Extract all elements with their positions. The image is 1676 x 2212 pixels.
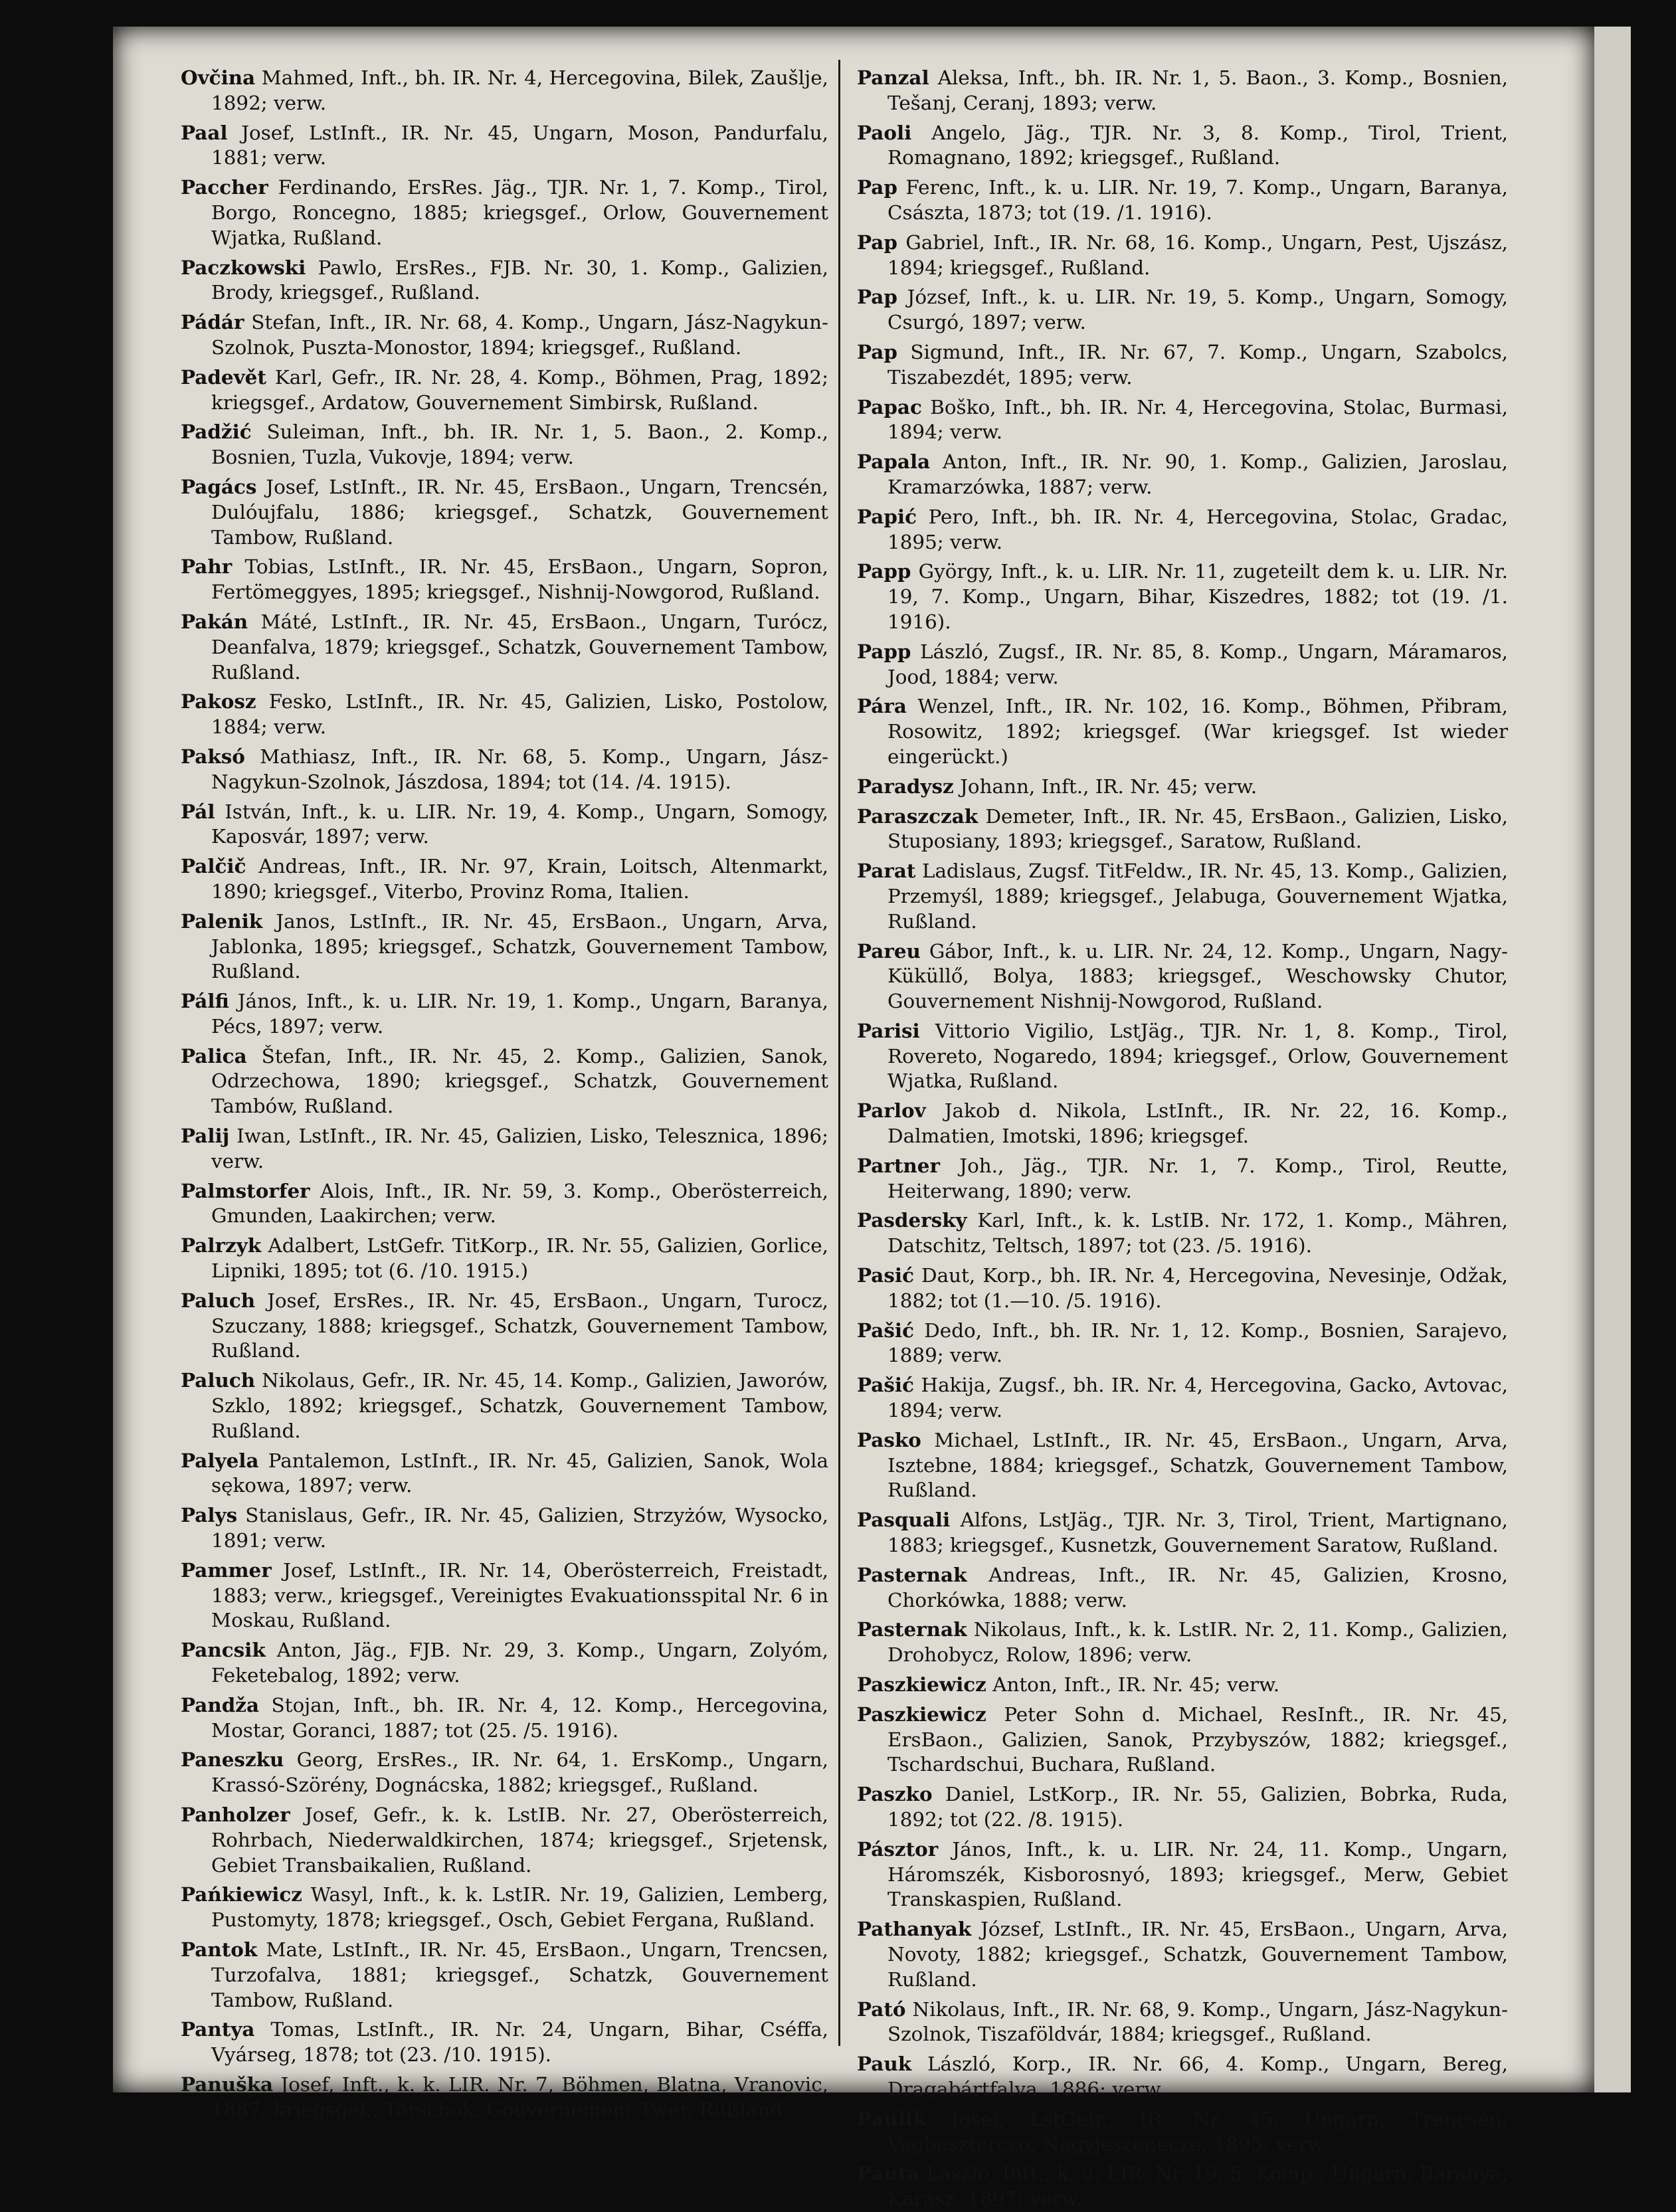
casualty-entry	[857, 395, 1508, 446]
entry-surname: Palrzyk	[181, 1234, 262, 1257]
entry-details: Stefan, Inft., IR. Nr. 68, 4. Komp., Ungarn, Jász-Nagykun-Szolnok, Puszta-Monostor, 1894; kriegsgef., Rußland.	[211, 311, 828, 359]
casualty-entry	[857, 1153, 1508, 1204]
entry-details: Ladislaus, Zugsf. TitFeldw., IR. Nr. 45, 13. Komp., Galizien, Przemyśl, 1889; kriegsgef., Jelabuga, Gouvernement Wjatka, Rußland.	[887, 860, 1508, 933]
casualty-entry	[181, 1448, 828, 1499]
entry-details: Anton, Jäg., FJB. Nr. 29, 3. Komp., Ungarn, Zolyóm, Feketebalog, 1892; verw.	[211, 1639, 828, 1687]
entry-surname: Panuška	[181, 2072, 274, 2096]
casualty-entry	[181, 1882, 828, 1933]
entry-surname: Paszkiewicz	[857, 1702, 986, 1726]
entry-details: Peter Sohn d. Michael, ResInft., IR. Nr. 45, ErsBaon., Galizien, Sanok, Przybyszów, 1882; kriegsgef., Tschardschui, Buchara, Rußland.	[887, 1703, 1509, 1776]
entry-details: Sigmund, Inft., IR. Nr. 67, 7. Komp., Ungarn, Szabolcs, Tiszabezdét, 1895; verw.	[887, 340, 1509, 389]
entry-surname: Palyela	[181, 1448, 259, 1472]
entry-details: Demeter, Inft., IR. Nr. 45, ErsBaon., Galizien, Lisko, Stuposiany, 1893; kriegsgef., Saratow, Rußland.	[887, 804, 1508, 853]
casualty-entry	[181, 1288, 828, 1364]
entry-details: Tobias, LstInft., IR. Nr. 45, ErsBaon., Ungarn, Sopron, Fertömeggyes, 1895; kriegsgef., Nishnij-Nowgorod, Rußland.	[211, 555, 828, 604]
entry-details: István, Inft., k. u. LIR. Nr. 19, 4. Komp., Ungarn, Somogy, Kaposvár, 1897; verw.	[211, 800, 828, 848]
casualty-entry	[181, 1637, 828, 1689]
entry-details: Štefan, Inft., IR. Nr. 45, 2. Komp., Galizien, Sanok, Odrzechowa, 1890; kriegsgef., Schatzk, Gouvernement Tambów, Rußland.	[211, 1044, 828, 1118]
entry-details: György, Inft., k. u. LIR. Nr. 11, zugeteilt dem k. u. LIR. Nr. 19, 7. Komp., Ungarn, Bihar, Kiszedres, 1882; tot (19. /1. 1916).	[887, 560, 1509, 633]
entry-details: Pero, Inft., bh. IR. Nr. 4, Hercegovina, Stolac, Gradac, 1895; verw.	[887, 505, 1508, 553]
casualty-entry	[857, 1916, 1508, 1992]
entry-surname: Pandža	[181, 1693, 260, 1716]
entry-surname: Pasquali	[857, 1508, 951, 1532]
entry-surname: Palenik	[181, 909, 263, 933]
casualty-entry	[857, 1782, 1508, 1833]
entry-details: Joh., Jäg., TJR. Nr. 1, 7. Komp., Tirol, Reutte, Heiterwang, 1890; verw.	[887, 1154, 1508, 1202]
entry-surname: Parat	[857, 859, 916, 883]
entry-surname: Pauk	[857, 2052, 912, 2076]
entry-details: Boško, Inft., bh. IR. Nr. 4, Hercegovina, Stolac, Burmasi, 1894; verw.	[887, 395, 1509, 444]
casualty-entry	[857, 230, 1508, 281]
casualty-entry	[857, 804, 1508, 855]
entry-details: Hakija, Zugsf., bh. IR. Nr. 4, Hercegovina, Gacko, Avtovac, 1894; verw.	[887, 1374, 1509, 1422]
entry-surname: Pálfi	[181, 989, 229, 1013]
casualty-entry	[857, 449, 1508, 500]
entry-details: János, Inft., k. u. LIR. Nr. 24, 11. Komp., Ungarn, Háromszék, Kisborosnyó, 1893; kriegsgef., Merw, Gebiet Transkaspien, Rußland.	[887, 1837, 1508, 1911]
casualty-entry	[181, 744, 828, 795]
casualty-entry	[857, 693, 1508, 769]
entry-surname: Padevět	[181, 365, 266, 389]
casualty-entry	[857, 1318, 1508, 1369]
casualty-entry	[181, 1747, 828, 1798]
casualty-entry	[857, 1098, 1508, 1149]
casualty-entry	[857, 504, 1508, 555]
entry-surname: Panzal	[857, 66, 929, 89]
casualty-entry	[857, 559, 1508, 634]
casualty-entry	[181, 854, 828, 905]
casualty-entry	[181, 909, 828, 984]
entry-surname: Pašić	[857, 1373, 914, 1397]
entry-details: Mathiasz, Inft., IR. Nr. 68, 5. Komp., Ungarn, Jász-Nagykun-Szolnok, Jászdosa, 1894; tot (14. /4. 1915).	[211, 745, 828, 793]
entry-details: Wenzel, Inft., IR. Nr. 102, 16. Komp., Böhmen, Přibram, Rosowitz, 1892; kriegsgef. (War kriegsgef. Ist wieder eingerückt.)	[887, 695, 1509, 768]
casualty-entry	[857, 939, 1508, 1014]
casualty-entry	[857, 120, 1508, 171]
casualty-entry	[181, 310, 828, 361]
casualty-entry	[181, 1044, 828, 1119]
casualty-entry	[857, 1428, 1508, 1503]
entry-surname: Pahr	[181, 555, 233, 579]
entry-details: Suleiman, Inft., bh. IR. Nr. 1, 5. Baon., 2. Komp., Bosnien, Tuzla, Vukovje, 1894; verw.	[211, 420, 828, 469]
entry-details: Johann, Inft., IR. Nr. 45; verw.	[960, 775, 1257, 798]
casualty-entry	[857, 2106, 1508, 2158]
entry-surname: Pasić	[857, 1263, 914, 1287]
entry-surname: Pancsik	[181, 1638, 266, 1662]
entry-surname: Pasternak	[857, 1562, 967, 1586]
entry-surname: Pakán	[181, 609, 248, 633]
entry-surname: Pap	[857, 339, 897, 363]
entry-surname: Pakosz	[181, 690, 256, 713]
entry-details: Andreas, Inft., IR. Nr. 45, Galizien, Krosno, Chorkówka, 1888; verw.	[887, 1563, 1508, 1612]
casualty-entry	[857, 2161, 1508, 2212]
entry-details: Karl, Inft., k. k. LstIB. Nr. 172, 1. Komp., Mähren, Datschitz, Teltsch, 1897; tot (23. /5. 1916).	[887, 1209, 1509, 1257]
entry-surname: Papp	[857, 639, 911, 663]
entry-surname: Pasko	[857, 1428, 921, 1451]
entry-details: Alois, Inft., IR. Nr. 59, 3. Komp., Oberösterreich, Gmunden, Laakirchen; verw.	[211, 1179, 828, 1228]
entry-details: László, Korp., IR. Nr. 66, 4. Komp., Ungarn, Bereg, Dragabártfalva, 1886; verw.	[887, 2053, 1508, 2100]
casualty-entry	[857, 175, 1508, 226]
right-column	[857, 65, 1508, 2212]
entry-details: Ferenc, Inft., k. u. LIR. Nr. 19, 7. Komp., Ungarn, Baranya, Császta, 1873; tot (19. /1. 1916).	[887, 176, 1508, 224]
casualty-entry	[181, 689, 828, 740]
entry-surname: Pap	[857, 175, 897, 199]
entry-details: Pawlo, ErsRes., FJB. Nr. 30, 1. Komp., Galizien, Brody, kriegsgef., Rußland.	[211, 256, 829, 304]
entry-details: Mahmed, Inft., bh. IR. Nr. 4, Hercegovina, Bilek, Zaušlje, 1892; verw.	[211, 66, 828, 114]
entry-details: Vittorio Vigilio, LstJäg., TJR. Nr. 1, 8. Komp., Tirol, Rovereto, Nogaredo, 1894; kriegsgef., Orlow, Gouvernement Wjatka, Rußland.	[887, 1019, 1508, 1093]
casualty-entry	[181, 1693, 828, 1744]
entry-surname: Palica	[181, 1044, 247, 1067]
entry-details: Alfons, LstJäg., TJR. Nr. 3, Tirol, Trient, Martignano, 1883; kriegsgef., Kusnetzk, Gouvernement Saratow, Rußland.	[887, 1509, 1508, 1557]
entry-details: Josef, LstInft., IR. Nr. 45, Ungarn, Moson, Pandurfalu, 1881; verw.	[211, 121, 829, 169]
entry-surname: Paal	[181, 120, 228, 144]
entry-details: Josef, LstGefr., IR. Nr. 45, Ungarn, Trencsén, Vagbeszterczo, Nagyjeszenecze, 1895; verw.	[887, 2107, 1509, 2156]
column-divider	[838, 60, 840, 2046]
entry-details: Jakob d. Nikola, LstInft., IR. Nr. 22, 16. Komp., Dalmatien, Imotski, 1896; kriegsgef.	[887, 1099, 1508, 1148]
entry-details: Michael, LstInft., IR. Nr. 45, ErsBaon., Ungarn, Arva, Isztebne, 1884; kriegsgef., Schatzk, Gouvernement Tambow, Rußland.	[887, 1428, 1509, 1502]
entry-surname: Pańkiewicz	[181, 1883, 303, 1906]
casualty-entry	[181, 1802, 828, 1878]
entry-details: Ferdinando, ErsRes. Jäg., TJR. Nr. 1, 7. Komp., Tirol, Borgo, Roncegno, 1885; kriegsgef., Orlow, Gouvernement Wjatka, Rußland.	[211, 176, 829, 249]
entry-surname: Paksó	[181, 744, 245, 768]
casualty-entry	[181, 474, 828, 550]
entry-surname: Pantya	[181, 2017, 255, 2041]
casualty-entry	[857, 1263, 1508, 1314]
entry-surname: Padžić	[181, 420, 252, 444]
casualty-entry	[181, 1178, 828, 1230]
entry-surname: Paulik	[857, 2106, 927, 2130]
entry-details: Stojan, Inft., bh. IR. Nr. 4, 12. Komp., Hercegovina, Mostar, Goranci, 1887; tot (25. /5. 1916).	[211, 1693, 829, 1742]
entry-details: Gábor, Inft., k. u. LIR. Nr. 24, 12. Komp., Ungarn, Nagy-Küküllő, Bolya, 1883; kriegsgef., Weschowsky Chutor, Gouvernement Nishnij-Nowgorod, Rußland.	[887, 939, 1508, 1013]
entry-surname: Paneszku	[181, 1748, 284, 1772]
entry-surname: Papac	[857, 395, 922, 418]
casualty-entry	[857, 1562, 1508, 1613]
entry-details: Mate, LstInft., IR. Nr. 45, ErsBaon., Ungarn, Trencsen, Turzofalva, 1881; kriegsgef., Schatzk, Gouvernement Tambow, Rußland.	[211, 1938, 828, 2011]
entry-surname: Paradysz	[857, 774, 954, 798]
entry-details: Adalbert, LstGefr. TitKorp., IR. Nr. 55, Galizien, Gorlice, Lipniki, 1895; tot (6. /10. 1915.)	[211, 1234, 828, 1283]
casualty-entry	[181, 175, 828, 250]
left-column	[181, 65, 828, 2123]
entry-surname: Paoli	[857, 120, 912, 144]
entry-surname: Pásztor	[857, 1837, 939, 1861]
entry-surname: Pap	[857, 230, 897, 254]
entry-details: József, Inft., k. u. LIR. Nr. 19, 5. Komp., Ungarn, Somogy, Csurgó, 1897; verw.	[887, 286, 1509, 334]
entry-details: Angelo, Jäg., TJR. Nr. 3, 8. Komp., Tirol, Trient, Romagnano, 1892; kriegsgef., Rußland.	[887, 121, 1508, 169]
entry-surname: Pathanyak	[857, 1917, 972, 1941]
casualty-entry	[857, 774, 1508, 800]
casualty-entry	[857, 2051, 1508, 2102]
entry-details: Fesko, LstInft., IR. Nr. 45, Galizien, Lisko, Postolow, 1884; verw.	[211, 690, 829, 739]
casualty-entry	[181, 1368, 828, 1443]
entry-details: Tomas, LstInft., IR. Nr. 24, Ungarn, Bihar, Cséffa, Vyárseg, 1878; tot (23. /10. 1915).	[211, 2018, 829, 2067]
casualty-entry	[181, 120, 828, 171]
casualty-entry	[181, 1558, 828, 1633]
casualty-entry	[181, 1123, 828, 1174]
entry-details: Wasyl, Inft., k. k. LstIR. Nr. 19, Galizien, Lemberg, Pustomyty, 1878; kriegsgef., Osch, Gebiet Fergana, Rußland.	[211, 1883, 829, 1932]
casualty-entry	[181, 255, 828, 306]
casualty-entry	[857, 1837, 1508, 1912]
entry-surname: Pauta	[857, 2162, 920, 2185]
entry-details: Georg, ErsRes., IR. Nr. 64, 1. ErsKomp., Ungarn, Krassó-Szörény, Dognácska, 1882; kriegsgef., Rußland.	[211, 1748, 829, 1797]
entry-surname: Pál	[181, 799, 215, 823]
entry-surname: Pašić	[857, 1318, 914, 1342]
casualty-entry	[181, 609, 828, 685]
entry-surname: Partner	[857, 1153, 940, 1177]
entry-details: Josef, ErsRes., IR. Nr. 45, ErsBaon., Ungarn, Turocz, Szuczany, 1888; kriegsgef., Schatzk, Gouvernement Tambow, Rußland.	[211, 1289, 828, 1362]
entry-details: Josef, Inft., k. k. LIR. Nr. 7, Böhmen, Blatna, Vranovic, 1887; kriegsgef., Torschok, Gouvernement Twer, Rußland.	[211, 2073, 829, 2121]
entry-surname: Panholzer	[181, 1803, 290, 1826]
entry-surname: Paszko	[857, 1782, 933, 1806]
entry-details: Anton, Inft., IR. Nr. 45; verw.	[992, 1673, 1280, 1697]
casualty-entry	[181, 2072, 828, 2123]
entry-surname: Parisi	[857, 1018, 920, 1042]
casualty-entry	[857, 1997, 1508, 2048]
entry-surname: Paluch	[181, 1288, 256, 1312]
casualty-entry	[857, 639, 1508, 690]
entry-surname: Pató	[857, 1997, 906, 2021]
entry-details: Daniel, LstKorp., IR. Nr. 55, Galizien, Bobrka, Ruda, 1892; tot (22. /8. 1915).	[887, 1783, 1509, 1831]
entry-details: Nikolaus, Inft., IR. Nr. 68, 9. Komp., Ungarn, Jász-Nagykun-Szolnok, Tiszaföldvár, 1884; kriegsgef., Rußland.	[887, 1997, 1509, 2046]
entry-details: Josef, LstInft., IR. Nr. 45, ErsBaon., Ungarn, Trencsén, Dulóujfalu, 1886; kriegsgef., Schatzk, Gouvernement Tambow, Rußland.	[211, 475, 829, 549]
entry-details: László, Zugsf., IR. Nr. 85, 8. Komp., Ungarn, Máramaros, Jood, 1884; verw.	[887, 640, 1509, 688]
entry-surname: Pagács	[181, 474, 257, 498]
entry-surname: Pasternak	[857, 1617, 967, 1641]
entry-details: Aleksa, Inft., bh. IR. Nr. 1, 5. Baon., 3. Komp., Bosnien, Tešanj, Ceranj, 1893; verw.	[887, 66, 1509, 114]
entry-details: Josef, LstInft., IR. Nr. 14, Oberösterreich, Freistadt, 1883; verw., kriegsgef., Vereinigtes Evakuationsspital Nr. 6 in Moskau, Rußland.	[211, 1558, 829, 1632]
casualty-entry	[857, 339, 1508, 391]
entry-details: Andreas, Inft., IR. Nr. 97, Krain, Loitsch, Altenmarkt, 1890; kriegsgef., Viterbo, Provinz Roma, Italien.	[211, 855, 829, 903]
casualty-entry	[181, 65, 828, 116]
entry-surname: Ovčina	[181, 66, 256, 89]
casualty-entry	[857, 284, 1508, 335]
casualty-entry	[857, 1372, 1508, 1424]
casualty-entry	[857, 1617, 1508, 1668]
entry-surname: Palčič	[181, 854, 246, 878]
casualty-entry	[181, 554, 828, 605]
entry-details: Dedo, Inft., bh. IR. Nr. 1, 12. Komp., Bosnien, Sarajevo, 1889; verw.	[887, 1319, 1509, 1367]
casualty-entry	[857, 1672, 1508, 1698]
casualty-entry	[181, 799, 828, 850]
entry-details: Nikolaus, Gefr., IR. Nr. 45, 14. Komp., Galizien, Jaworów, Szklo, 1892; kriegsgef., Schatzk, Gouvernement Tambow, Rußland.	[211, 1369, 829, 1442]
entry-surname: Parlov	[857, 1099, 926, 1123]
entry-surname: Palij	[181, 1124, 230, 1148]
casualty-entry	[181, 365, 828, 416]
casualty-entry	[857, 1507, 1508, 1558]
casualty-entry	[181, 1503, 828, 1554]
entry-details: Karl, Gefr., IR. Nr. 28, 4. Komp., Böhmen, Prag, 1892; kriegsgef., Ardatow, Gouvernement Simbirsk, Rußland.	[211, 365, 828, 414]
entry-surname: Pasdersky	[857, 1208, 967, 1232]
casualty-entry	[857, 858, 1508, 934]
casualty-entry	[857, 1018, 1508, 1094]
entry-surname: Pareu	[857, 939, 921, 963]
entry-surname: Pap	[857, 285, 897, 309]
casualty-entry	[181, 988, 828, 1040]
entry-surname: Palys	[181, 1503, 238, 1527]
entry-surname: Paszkiewicz	[857, 1673, 986, 1697]
entry-details: Gabriel, Inft., IR. Nr. 68, 16. Komp., Ungarn, Pest, Ujszász, 1894; kriegsgef., Rußland.	[887, 230, 1509, 279]
entry-surname: Papić	[857, 504, 917, 528]
entry-surname: Palmstorfer	[181, 1178, 310, 1202]
entry-surname: Pára	[857, 694, 907, 718]
entry-details: Máté, LstInft., IR. Nr. 45, ErsBaon., Ungarn, Turócz, Deanfalva, 1879; kriegsgef., Schatzk, Gouvernement Tambow, Rußland.	[211, 610, 828, 684]
casualty-entry	[181, 1233, 828, 1284]
casualty-entry	[181, 1937, 828, 2013]
entry-details: Daut, Korp., bh. IR. Nr. 4, Hercegovina, Nevesinje, Odžak, 1882; tot (1.—10. /5. 1916).	[887, 1264, 1508, 1312]
entry-details: József, LstInft., IR. Nr. 45, ErsBaon., Ungarn, Arva, Novoty, 1882; kriegsgef., Schatzk, Gouvernement Tambow, Rußland.	[887, 1918, 1508, 1991]
entry-details: Nikolaus, Inft., k. k. LstIR. Nr. 2, 11. Komp., Galizien, Drohobycz, Rolow, 1896; verw.	[887, 1618, 1509, 1667]
entry-surname: Papala	[857, 450, 931, 474]
casualty-entry	[181, 2017, 828, 2068]
casualty-entry	[181, 419, 828, 470]
casualty-entry	[857, 1702, 1508, 1778]
adjacent-page-edge	[1594, 27, 1631, 2092]
entry-surname: Paccher	[181, 175, 268, 199]
entry-details: Pantalemon, LstInft., IR. Nr. 45, Galizien, Sanok, Wola sękowa, 1897; verw.	[211, 1449, 828, 1497]
casualty-entry	[857, 1208, 1508, 1259]
entry-details: Stanislaus, Gefr., IR. Nr. 45, Galizien, Strzyżów, Wysocko, 1891; verw.	[211, 1504, 828, 1552]
entry-details: Janos, LstInft., IR. Nr. 45, ErsBaon., Ungarn, Arva, Jablonka, 1895; kriegsgef., Schatzk, Gouvernement Tambow, Rußland.	[211, 909, 829, 983]
entry-details: Anton, Inft., IR. Nr. 90, 1. Komp., Galizien, Jaroslau, Kramarzówka, 1887; verw.	[887, 450, 1509, 498]
entry-surname: Pantok	[181, 1937, 258, 1961]
entry-details: János, Inft., k. u. LIR. Nr. 19, 1. Komp., Ungarn, Baranya, Pécs, 1897; verw.	[211, 990, 828, 1038]
entry-surname: Paraszczak	[857, 804, 978, 828]
entry-surname: Paczkowski	[181, 255, 306, 279]
entry-details: László, Inft., k. u. LIR. Nr. 19, 5. Komp., Ungarn, Baranya, Kárász, 1897; verw.	[887, 2162, 1508, 2211]
entry-details: Iwan, LstInft., IR. Nr. 45, Galizien, Lisko, Telesznica, 1896; verw.	[211, 1125, 829, 1172]
casualty-entry	[857, 65, 1508, 116]
entry-details: Josef, Gefr., k. k. LstIB. Nr. 27, Oberösterreich, Rohrbach, Niederwaldkirchen, 1874; kriegsgef., Srjetensk, Gebiet Transbaikalien, Rußland.	[211, 1803, 829, 1877]
entry-surname: Pammer	[181, 1558, 272, 1582]
entry-surname: Paluch	[181, 1368, 256, 1392]
entry-surname: Pádár	[181, 310, 244, 334]
entry-surname: Papp	[857, 559, 911, 583]
